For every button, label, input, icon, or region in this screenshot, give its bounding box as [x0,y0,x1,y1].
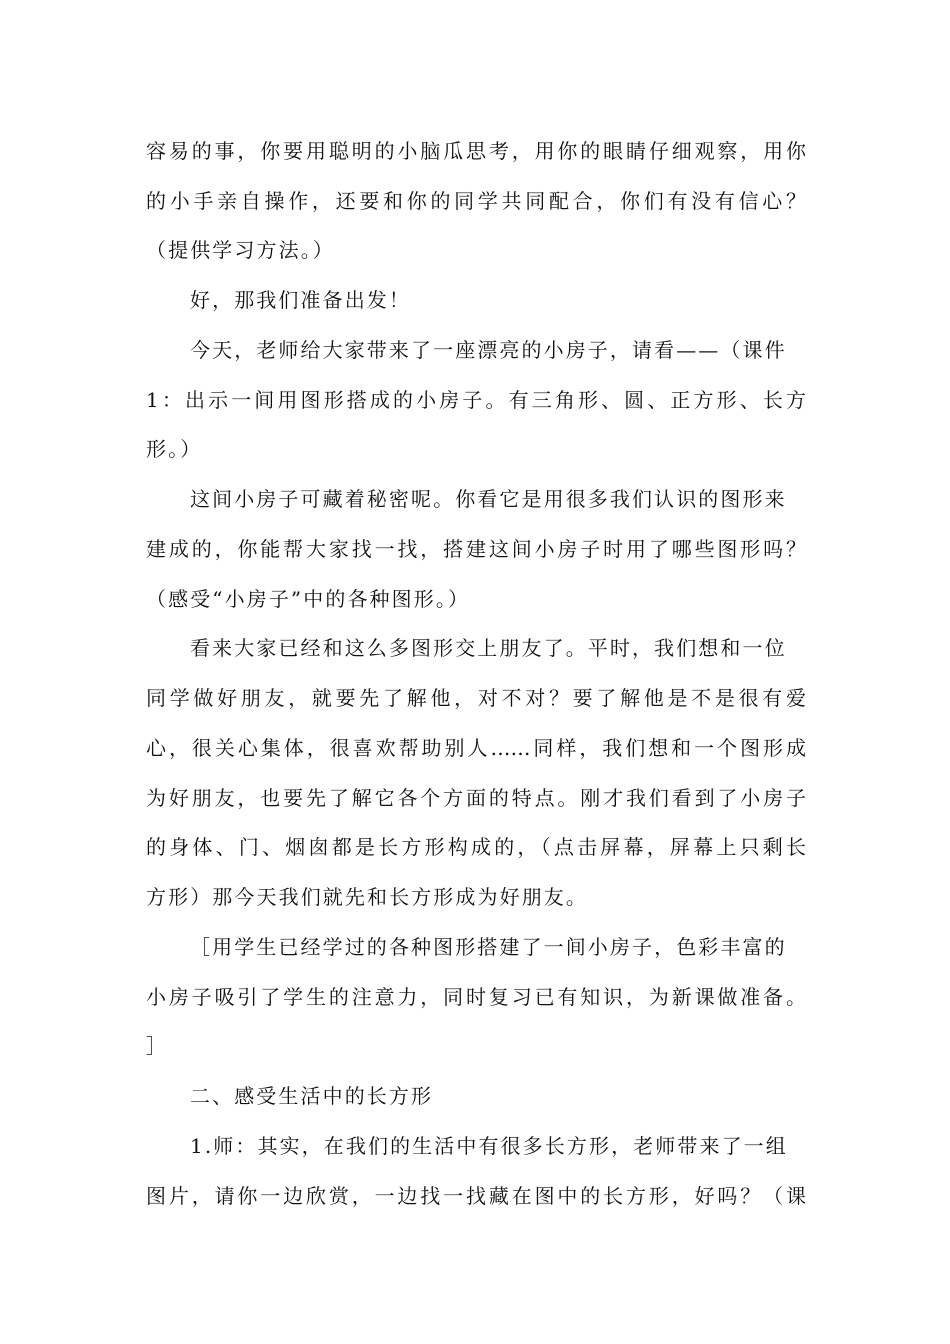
paragraph-line: 小房子吸引了学生的注意力，同时复习已有知识，为新课做准备。 [146,985,806,1009]
paragraph-line: 图片，请你一边欣赏，一边找一找藏在图中的长方形，好吗？（课 [146,1184,806,1208]
paragraph-line: 的小手亲自操作，还要和你的同学共同配合，你们有没有信心？ [146,189,806,213]
paragraph-line: 同学做好朋友，就要先了解他，对不对？要了解他是不是很有爱 [146,686,806,710]
paragraph-line: 容易的事，你要用聪明的小脑瓜思考，用你的眼睛仔细观察，用你 [146,139,806,163]
paragraph-line: 心，很关心集体，很喜欢帮助别人……同样，我们想和一个图形成 [146,736,806,760]
paragraph-line: 方形）那今天我们就先和长方形成为好朋友。 [146,885,588,909]
paragraph-line: 形。） [146,437,203,461]
paragraph-line: 建成的，你能帮大家找一找，搭建这间小房子时用了哪些图形吗？ [146,537,806,561]
section-heading: 二、感受生活中的长方形 [190,1084,434,1108]
paragraph-line: （提供学习方法。） [146,238,335,262]
paragraph-line: 1：出示一间用图形搭成的小房子。有三角形、圆、正方形、长方 [146,388,806,412]
paragraph-line: 1.师：其实，在我们的生活中有很多长方形，老师带来了一组 [190,1134,788,1158]
paragraph-line: 为好朋友，也要先了解它各个方面的特点。刚才我们看到了小房子 [146,786,806,810]
paragraph-line: ］ [146,1034,169,1058]
paragraph-line: 好，那我们准备出发！ [190,288,411,312]
paragraph-line: 的身体、门、烟囱都是长方形构成的，（点击屏幕，屏幕上只剩长 [146,835,806,859]
paragraph-line: （感受“小房子”中的各种图形。） [146,587,471,611]
paragraph-line: 这间小房子可藏着秘密呢。你看它是用很多我们认识的图形来 [190,487,787,511]
paragraph-line: 看来大家已经和这么多图形交上朋友了。平时，我们想和一位 [190,636,787,660]
paragraph-line: ［用学生已经学过的各种图形搭建了一间小房子，色彩丰富的 [190,935,787,959]
paragraph-line: 今天，老师给大家带来了一座漂亮的小房子，请看——（课件 [190,338,787,362]
